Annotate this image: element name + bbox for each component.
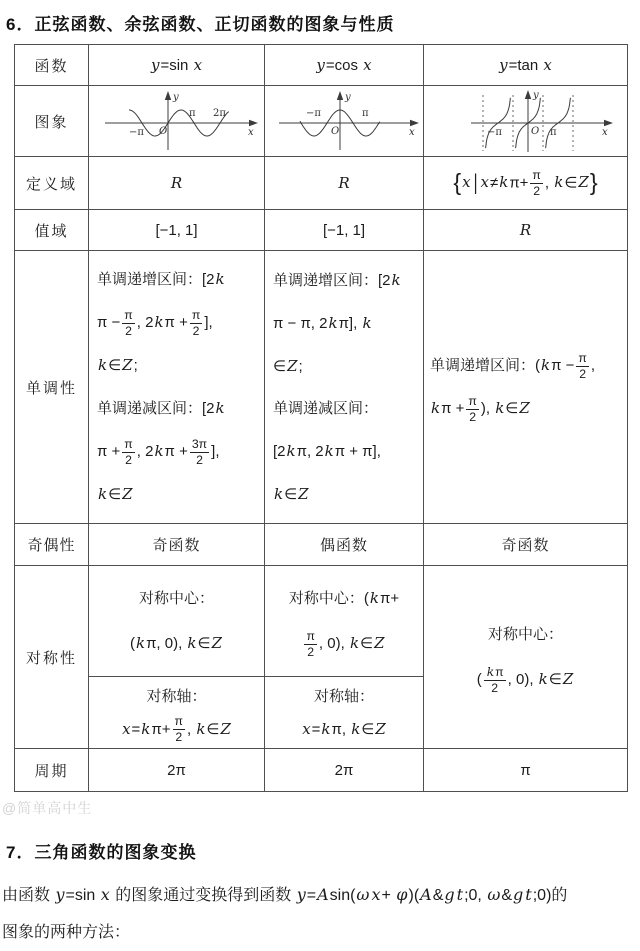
row-label-parity: 奇偶性 [15,524,89,566]
fraction: $\frac{\pi}{2}$ [191,307,201,338]
math-line: 图象的两种方法： [2,924,131,941]
sin-symmetry-center-cell [89,566,265,677]
math-line: π − π, 2kπ], k [273,313,372,332]
math-line: 单调递减区间：[2k [97,399,225,417]
fraction: $\frac{\pi}{2}$ [124,436,133,467]
math-line: x=kπ, k∈Z [302,719,386,738]
tick-label-pi: π [550,127,557,138]
tick-label-neg-pi: −π [306,108,321,119]
math-line: π − $\frac{\pi}{2}$ , 2kπ + $\frac{\pi}{2}$ ], [97,307,213,338]
sin-monotonicity-cell [89,251,265,524]
math-line: 对称中心： [487,626,563,643]
parity-row [15,524,628,566]
y-axis-label: y [173,92,179,103]
sin-period-cell [89,749,265,792]
math-line: π + $\frac{\pi}{2}$ , 2kπ + $\frac{3\pi}{2}$ ], [97,436,220,467]
y-axis-arrow [165,91,171,100]
set-bar: | [473,169,478,196]
x-axis-arrow [604,120,613,126]
cosine-graph [265,88,423,154]
math-line: 对称轴： [313,687,374,705]
math-line: ( $\frac{k\pi}{2}$ , 0), k∈Z [476,664,574,695]
math-line: 单调递减区间： [273,399,379,417]
tick-label-neg-pi: −π [129,127,144,138]
range-row [15,210,628,251]
symmetry-center-row [15,566,628,677]
cos-symmetry-axis-cell [265,677,424,749]
math-line: 对称轴： [146,687,207,705]
tick-label-2pi: 2π [213,108,226,119]
domain-row [15,157,628,210]
math-line: 2π [334,761,354,779]
tan-monotonicity-cell [424,251,628,524]
math-line: 单调递增区间：(kπ − $\frac{\pi}{2}$ , [430,350,596,381]
math-line: $\frac{\pi}{2}$ , 0), k∈Z [306,628,385,659]
sin-range-cell [89,210,265,251]
cos-range-cell [265,210,424,251]
math-line: 对称中心：(kπ+ [288,589,400,607]
cos-domain-cell [265,157,424,210]
cos-function-cell [265,45,424,86]
page-title-7: 7．三角函数的图象变换 [6,843,197,862]
big-brace: } [589,168,598,195]
math-line: 单调递增区间：[2k [273,270,401,289]
period-row [15,749,628,792]
row-label-domain: 定义域 [15,157,89,210]
row-label-symmetry: 对称性 [15,566,89,749]
tick-label-neg-pi: −π [487,127,502,138]
sin-function-cell [89,45,265,86]
tan-domain-cell [424,157,628,210]
math-line: ∈Z; [273,356,303,375]
x-axis-label: x [409,127,415,138]
math-line: k∈Z [274,484,309,503]
sine-graph [89,88,264,154]
fraction: $\frac{\pi}{2}$ [174,714,183,745]
math-line: y=sin x [150,56,203,74]
graph-row [15,86,628,157]
math-line: {x | x≠kπ+ $\frac{\pi}{2}$ , k∈Z} [453,167,598,198]
sin-domain-cell [89,157,265,210]
math-line: k∈Z [98,485,133,503]
sin-parity-cell: 奇函数 [89,524,265,566]
function-row [15,45,628,86]
y-axis-arrow [337,91,343,100]
y-axis-arrow [525,90,531,99]
math-line: (kπ, 0), k∈Z [129,634,223,652]
cos-parity-cell: 偶函数 [265,524,424,566]
math-line: kπ + $\frac{\pi}{2}$ ), k∈Z [431,393,530,424]
x-axis-label: x [248,127,254,138]
cos-monotonicity-cell [265,251,424,524]
tick-label-pi: π [362,108,369,119]
math-line: R [170,174,183,192]
fraction: $\frac{\pi}{2}$ [124,307,133,338]
x-axis-arrow [249,120,258,126]
math-line: 由函数 y=sin x 的图象通过变换得到函数 y=Asin(ω x+ φ)(A&g t;0, ω&g t;0)的 [2,885,568,904]
math-line: [−1, 1] [322,221,366,239]
tick-label-pi: π [189,108,196,119]
fraction: $\frac{3\pi}{2}$ [191,436,208,467]
fraction: $\frac{\pi}{2}$ [578,350,587,381]
monotonicity-row [15,251,628,524]
fraction: $\frac{\pi}{2}$ [306,628,315,659]
fraction: $\frac{\pi}{2}$ [468,393,477,424]
math-line: [2kπ, 2kπ + π], [273,441,381,460]
paragraph-7 [2,876,640,951]
page-title-6: 6．正弦函数、余弦函数、正切函数的图象与性质 [6,15,395,34]
row-label-period: 周期 [15,749,89,792]
watermark: @简单高中生 [2,800,93,816]
x-axis-arrow [410,120,419,126]
row-label-graph: 图象 [15,86,89,157]
tan-parity-cell: 奇函数 [424,524,628,566]
y-axis-label: y [345,92,351,103]
tangent-graph [424,86,628,156]
origin-label: O [159,126,168,137]
tan-symmetry-center-cell [424,566,628,749]
math-line: 对称中心： [138,590,214,607]
row-label-function: 函数 [15,45,89,86]
tan-period-cell [424,749,628,792]
row-label-monotonicity: 单调性 [15,251,89,524]
origin-label: O [331,126,340,137]
tan-function-cell [424,45,628,86]
origin-label: O [531,126,540,137]
math-line: 单调递增区间：[2k [97,270,225,288]
x-axis-label: x [602,127,608,138]
math-line: R [338,174,350,192]
sin-graph-cell [89,86,265,157]
math-line: R [519,221,532,239]
math-line: 2π [167,761,186,779]
math-line: [−1, 1] [155,221,198,239]
math-line: y=cos x [316,56,372,74]
fraction: $\frac{k\pi}{2}$ [484,666,506,695]
tan-graph-cell [424,86,628,157]
math-line: π [520,761,531,779]
row-label-range: 值域 [15,210,89,251]
math-line: k∈Z; [98,356,138,374]
math-line: x=kπ+ $\frac{\pi}{2}$ , k∈Z [122,714,231,745]
math-line: y=tan x [499,56,552,74]
y-axis-label: y [533,90,539,101]
cos-symmetry-center-cell [265,566,424,677]
cos-graph-cell [265,86,424,157]
tan-range-cell [424,210,628,251]
fraction: $\frac{\pi}{2}$ [532,167,541,198]
trig-properties-table [14,44,628,792]
sin-symmetry-axis-cell [89,677,265,749]
big-brace: { [453,168,462,195]
cos-period-cell [265,749,424,792]
